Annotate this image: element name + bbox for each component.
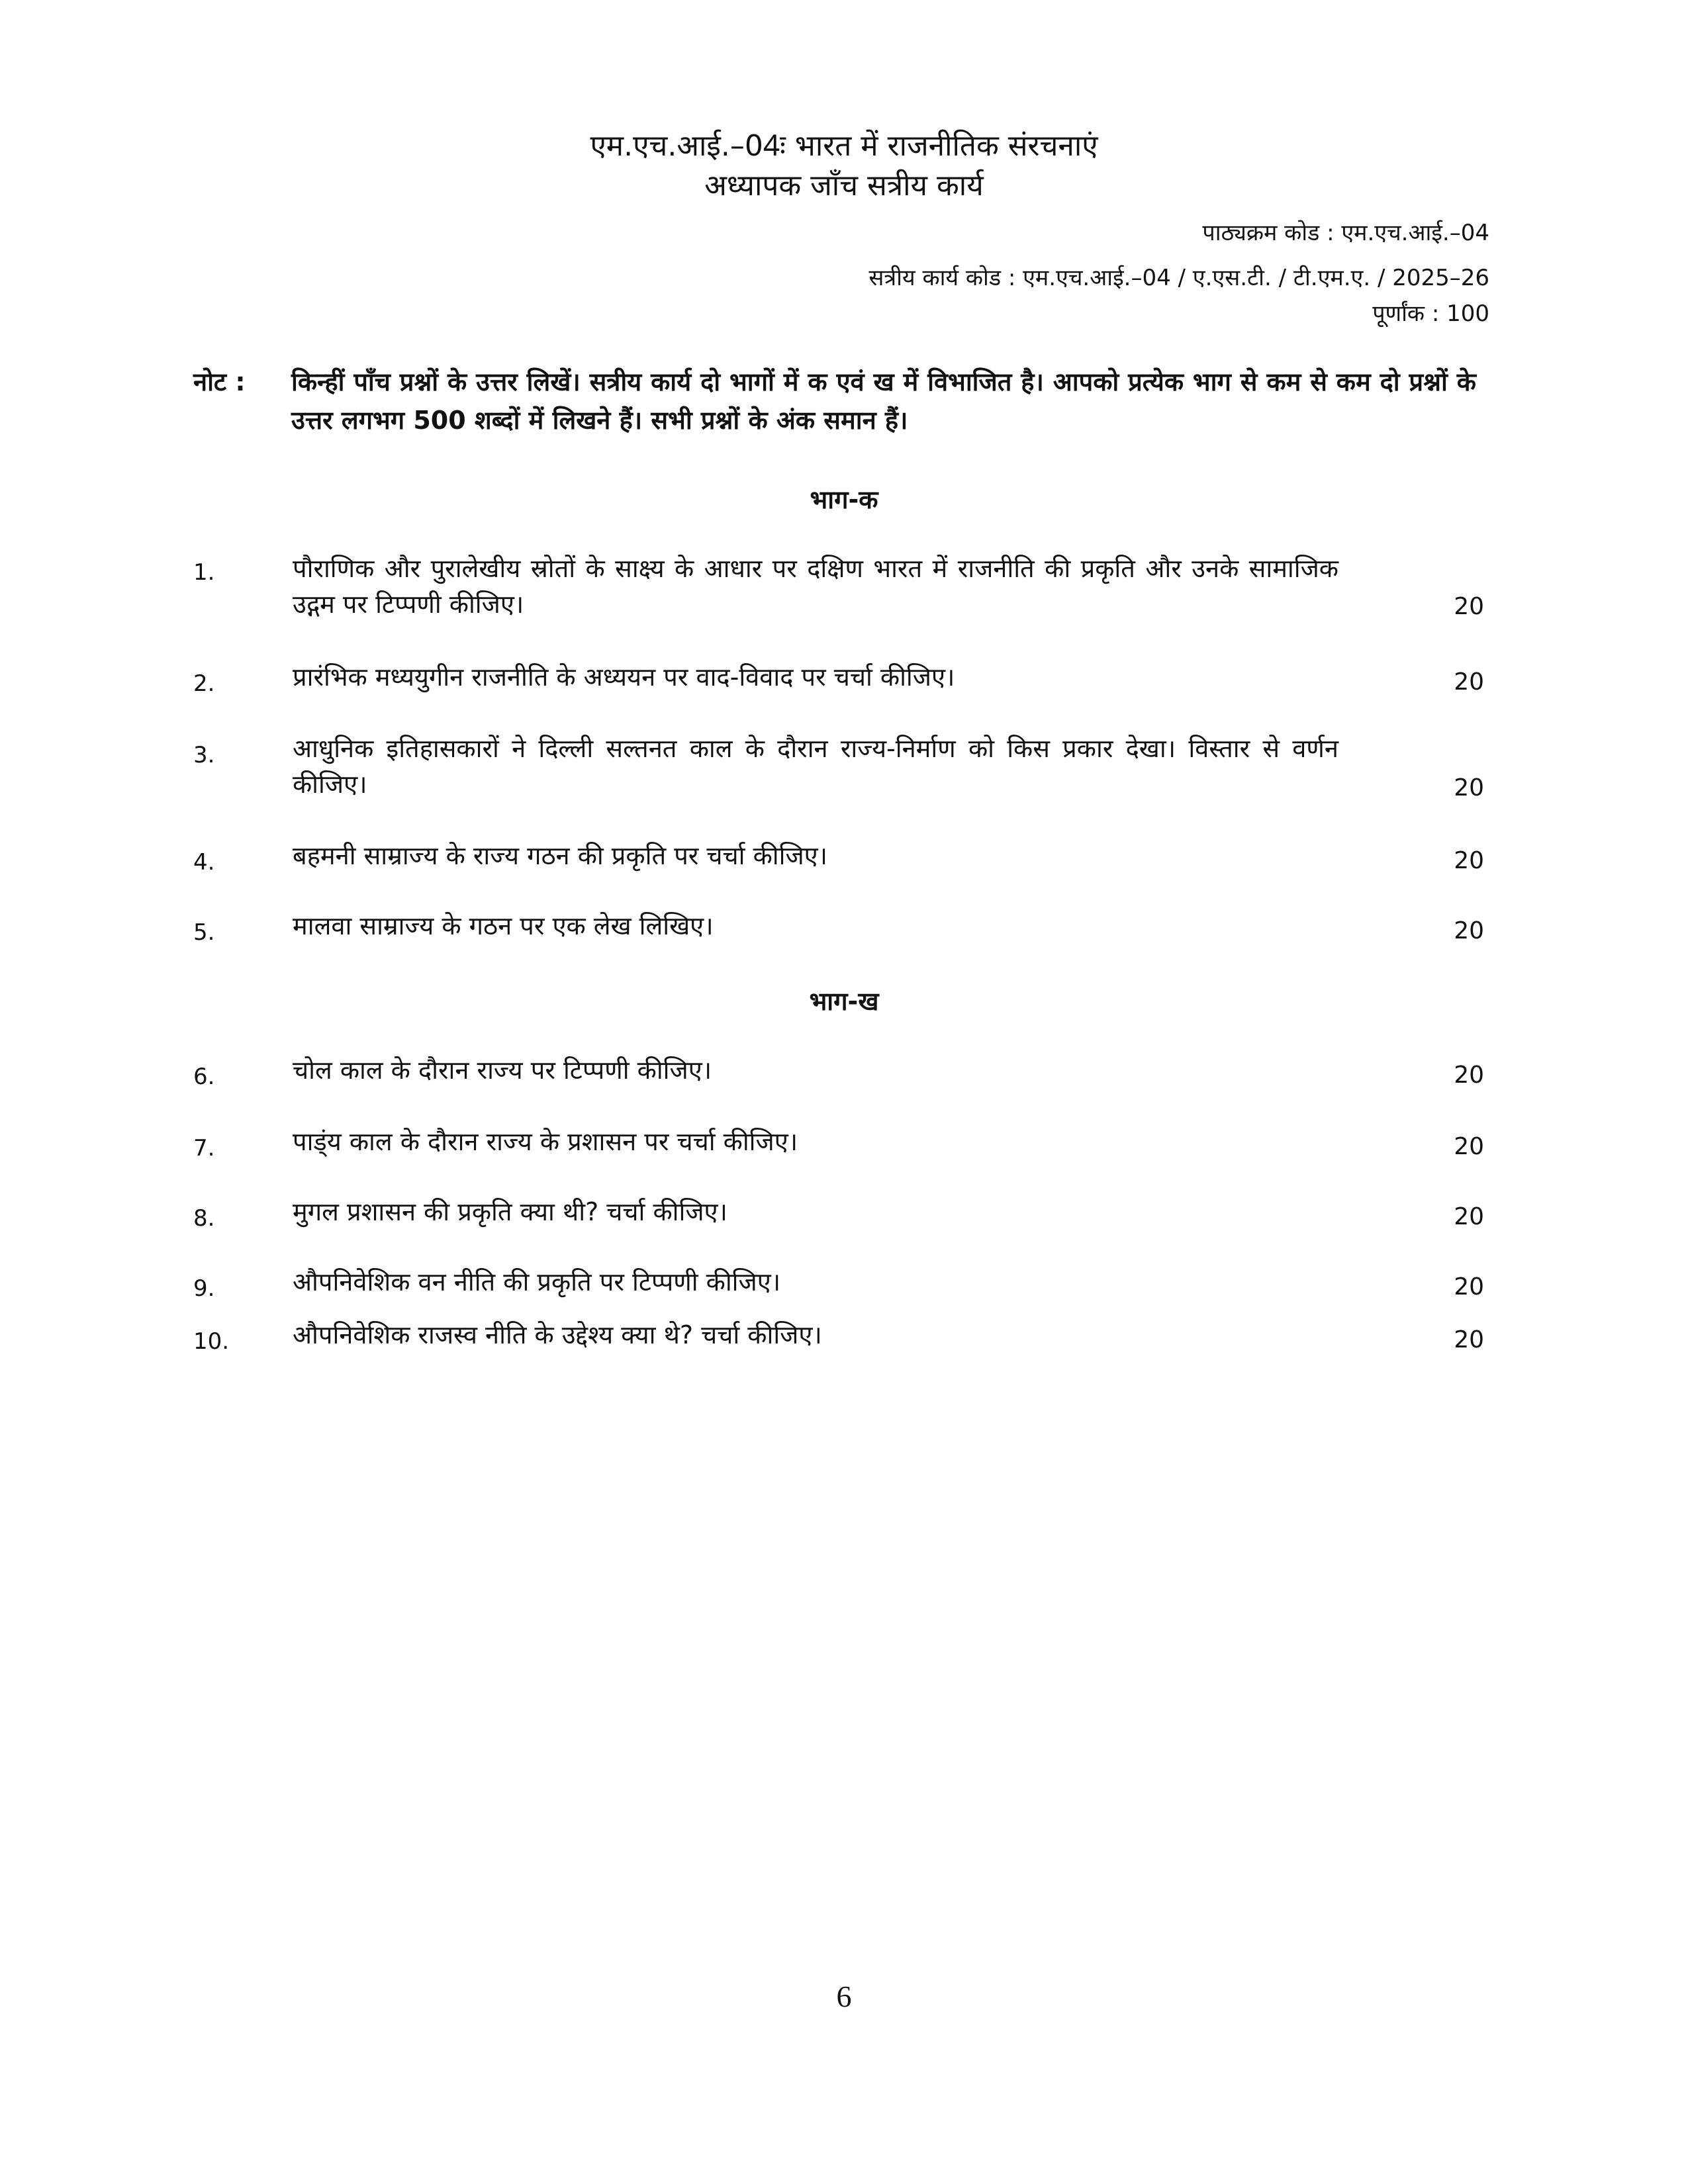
course-code: पाठ्यक्रम कोड : एम.एच.आई.–04 bbox=[1202, 220, 1489, 246]
question-marks: 20 bbox=[1454, 917, 1484, 944]
question-text: चोल काल के दौरान राज्य पर टिप्पणी कीजिए। bbox=[293, 1056, 712, 1085]
question-number: 7. bbox=[193, 1135, 215, 1161]
question-marks: 20 bbox=[1454, 774, 1484, 801]
question-marks: 20 bbox=[1454, 593, 1484, 620]
question-text: पाड्ंय काल के दौरान राज्य के प्रशासन पर चर्चा कीजिए। bbox=[293, 1127, 798, 1156]
question-text: औपनिवेशिक वन नीति की प्रकृति पर टिप्पणी कीजिए। bbox=[293, 1267, 781, 1297]
question-marks: 20 bbox=[1454, 1203, 1484, 1230]
question-marks: 20 bbox=[1454, 1273, 1484, 1300]
question-text: मालवा साम्राज्य के गठन पर एक लेख लिखिए। bbox=[293, 911, 714, 940]
max-marks: पूर्णांक : 100 bbox=[1372, 300, 1489, 327]
question-number: 1. bbox=[193, 559, 215, 586]
assignment-code: सत्रीय कार्य कोड : एम.एच.आई.–04 / ए.एस.टी. / टी.एम.ए. / 2025–26 bbox=[868, 265, 1489, 291]
question-text: बहमनी साम्राज्य के राज्य गठन की प्रकृति पर चर्चा कीजिए। bbox=[293, 841, 828, 870]
document-title: एम.एच.आई.–04ः भारत में राजनीतिक संरचनाएं bbox=[590, 129, 1098, 163]
question-text: आधुनिक इतिहासकारों ने दिल्ली सल्तनत काल के दौरान राज्य-निर्माण को किस प्रकार देखा। विस्तार से वर्णन कीजिए। bbox=[293, 734, 1338, 799]
question-text: मुगल प्रशासन की प्रकृति क्या थी? चर्चा कीजिए। bbox=[293, 1197, 727, 1226]
question-number: 6. bbox=[193, 1064, 215, 1090]
question-marks: 20 bbox=[1454, 1062, 1484, 1089]
note-text: किन्हीं पाँच प्रश्नों के उत्तर लिखें। सत्रीय कार्य दो भागों में क एवं ख में विभाजित है। आपको प्रत्येक भाग से कम से कम दो प्रश्नों के उत्तर लगभग 500 शब्दों में लिखने हैं। सभी प्रश्नों के अंक समान हैं। bbox=[291, 367, 1476, 435]
question-marks: 20 bbox=[1454, 1326, 1484, 1353]
question-number: 2. bbox=[193, 670, 215, 697]
page-number: 6 bbox=[836, 1979, 852, 2013]
question-number: 9. bbox=[193, 1275, 215, 1302]
document-subtitle: अध्यापक जाँच सत्रीय कार्य bbox=[704, 169, 984, 203]
question-text: प्रारंभिक मध्ययुगीन राजनीति के अध्ययन पर वाद-विवाद पर चर्चा कीजिए। bbox=[293, 662, 955, 692]
question-text: पौराणिक और पुरालेखीय स्रोतों के साक्ष्य के आधार पर दक्षिण भारत में राजनीति की प्रकृति और उनके सामाजिक उद्गम पर टिप्पणी कीजिए। bbox=[293, 554, 1338, 619]
question-number: 10. bbox=[193, 1328, 230, 1355]
question-number: 5. bbox=[193, 919, 215, 946]
question-marks: 20 bbox=[1454, 847, 1484, 874]
note-label: नोट : bbox=[193, 367, 246, 396]
section-heading-b: भाग-ख bbox=[809, 987, 879, 1016]
question-number: 4. bbox=[193, 849, 215, 876]
question-marks: 20 bbox=[1454, 668, 1484, 696]
question-number: 3. bbox=[193, 742, 215, 768]
question-marks: 20 bbox=[1454, 1133, 1484, 1160]
question-text: औपनिवेशिक राजस्व नीति के उद्देश्य क्या थे? चर्चा कीजिए। bbox=[293, 1320, 822, 1349]
section-heading-a: भाग-क bbox=[810, 485, 878, 514]
question-number: 8. bbox=[193, 1205, 215, 1232]
